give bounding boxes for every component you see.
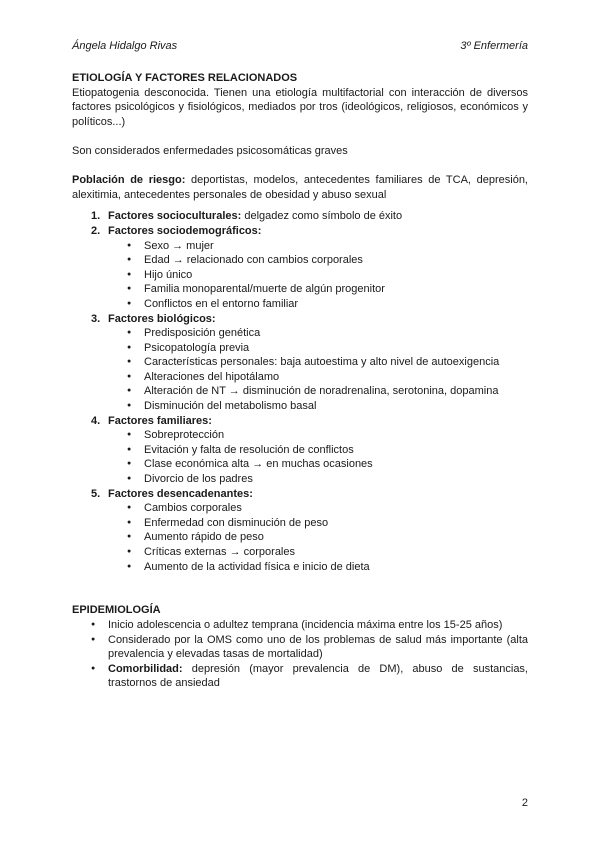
factor-number: 1.	[91, 210, 101, 223]
epidemiology-text: Inicio adolescencia o adultez temprana (incidencia máxima entre los 15-25 años)	[108, 618, 503, 631]
factor-sublist	[108, 239, 528, 312]
factor-number: 3.	[91, 312, 101, 325]
epidemiology-list	[72, 618, 528, 691]
factor-subitem: ● Hijo único	[144, 268, 528, 283]
factor-subitem: ● Psicopatología previa	[144, 341, 528, 356]
factor-label: Factores socioculturales:	[108, 210, 242, 223]
factor-item	[91, 414, 528, 487]
header-author: Ángela Hidalgo Rivas	[72, 40, 178, 52]
factor-subitem: ● Sobreprotección	[144, 428, 528, 443]
factor-item	[91, 209, 528, 224]
factor-subitem: ● Aumento de la actividad física e inicio de dieta	[144, 560, 528, 575]
factor-item	[91, 312, 528, 414]
factor-label: Factores desencadenantes:	[108, 487, 253, 500]
factor-item	[91, 224, 528, 312]
intro-paragraph: Etiopatogenia desconocida. Tienen una etiología multifactorial con interacción de diversos factores psicológicos y fisiológicos, mediados por tros (ideológicos, religiosos, económicos y políticos...)	[72, 86, 528, 128]
factor-subitem: ● Clase económica alta → en muchas ocasiones	[144, 457, 528, 472]
epidemiology-text: Considerado por la OMS como uno de los problemas de salud más importante (alta prevalencia y elevadas tasas de mortalidad)	[108, 633, 528, 661]
epidemiology-text: depresión (mayor prevalencia de DM), abuso de sustancias, trastornos de ansiedad	[108, 662, 528, 690]
factor-subitem: ● Cambios corporales	[144, 501, 528, 516]
factor-subitem: ● Predisposición genética	[144, 326, 528, 341]
factor-sublist	[108, 326, 528, 414]
header-course: 3º Enfermería	[460, 40, 528, 52]
factor-subitem: ● Alteración de NT → disminución de noradrenalina, serotonina, dopamina	[144, 384, 528, 399]
factor-sublist	[108, 428, 528, 486]
factor-subitem: ● Sexo → mujer	[144, 239, 528, 254]
factor-subitem: ● Enfermedad con disminución de peso	[144, 516, 528, 531]
section-title-epidemiologia: EPIDEMIOLOGÍA	[72, 604, 161, 617]
risk-text: deportistas, modelos, antecedentes familiares de TCA, depresión, alexitimia, antecedentes personales de obesidad y abuso sexual	[72, 174, 528, 201]
section-title-etiologia: ETIOLOGÍA Y FACTORES RELACIONADOS	[72, 72, 298, 84]
risk-paragraph	[72, 173, 528, 202]
factor-subitem: ● Aumento rápido de peso	[144, 530, 528, 545]
factor-subitem: ● Edad → relacionado con cambios corporales	[144, 253, 528, 268]
factor-subitem: ● Conflictos en el entorno familiar	[144, 297, 528, 312]
factor-item	[91, 487, 528, 575]
psychosomatic-paragraph: Son considerados enfermedades psicosomáticas graves	[72, 144, 348, 157]
epidemiology-item	[108, 633, 528, 662]
factor-label: Factores sociodemográficos:	[108, 224, 262, 237]
factor-subitem: ● Divorcio de los padres	[144, 472, 528, 487]
factor-number: 2.	[91, 224, 101, 237]
factor-subitem: ● Disminución del metabolismo basal	[144, 399, 528, 414]
factor-label: Factores biológicos:	[108, 312, 216, 325]
factor-subitem: ● Familia monoparental/muerte de algún progenitor	[144, 282, 528, 297]
page-number: 2	[521, 797, 528, 809]
epidemiology-label: Comorbilidad:	[108, 662, 183, 675]
factor-text: delgadez como símbolo de éxito	[241, 210, 403, 223]
risk-label: Población de riesgo:	[72, 174, 186, 187]
factor-number: 4.	[91, 414, 101, 427]
factor-number: 5.	[91, 487, 101, 500]
epidemiology-item	[108, 618, 528, 633]
page-content	[72, 71, 528, 691]
factor-subitem: ● Características personales: baja autoestima y alto nivel de autoexigencia	[144, 355, 528, 370]
factor-subitem: ● Evitación y falta de resolución de conflictos	[144, 443, 528, 458]
factor-label: Factores familiares:	[108, 414, 212, 427]
factor-list	[72, 209, 528, 574]
factor-subitem: ● Alteraciones del hipotálamo	[144, 370, 528, 385]
factor-subitem: ● Críticas externas → corporales	[144, 545, 528, 560]
factor-sublist	[108, 501, 528, 574]
epidemiology-item	[108, 662, 528, 691]
